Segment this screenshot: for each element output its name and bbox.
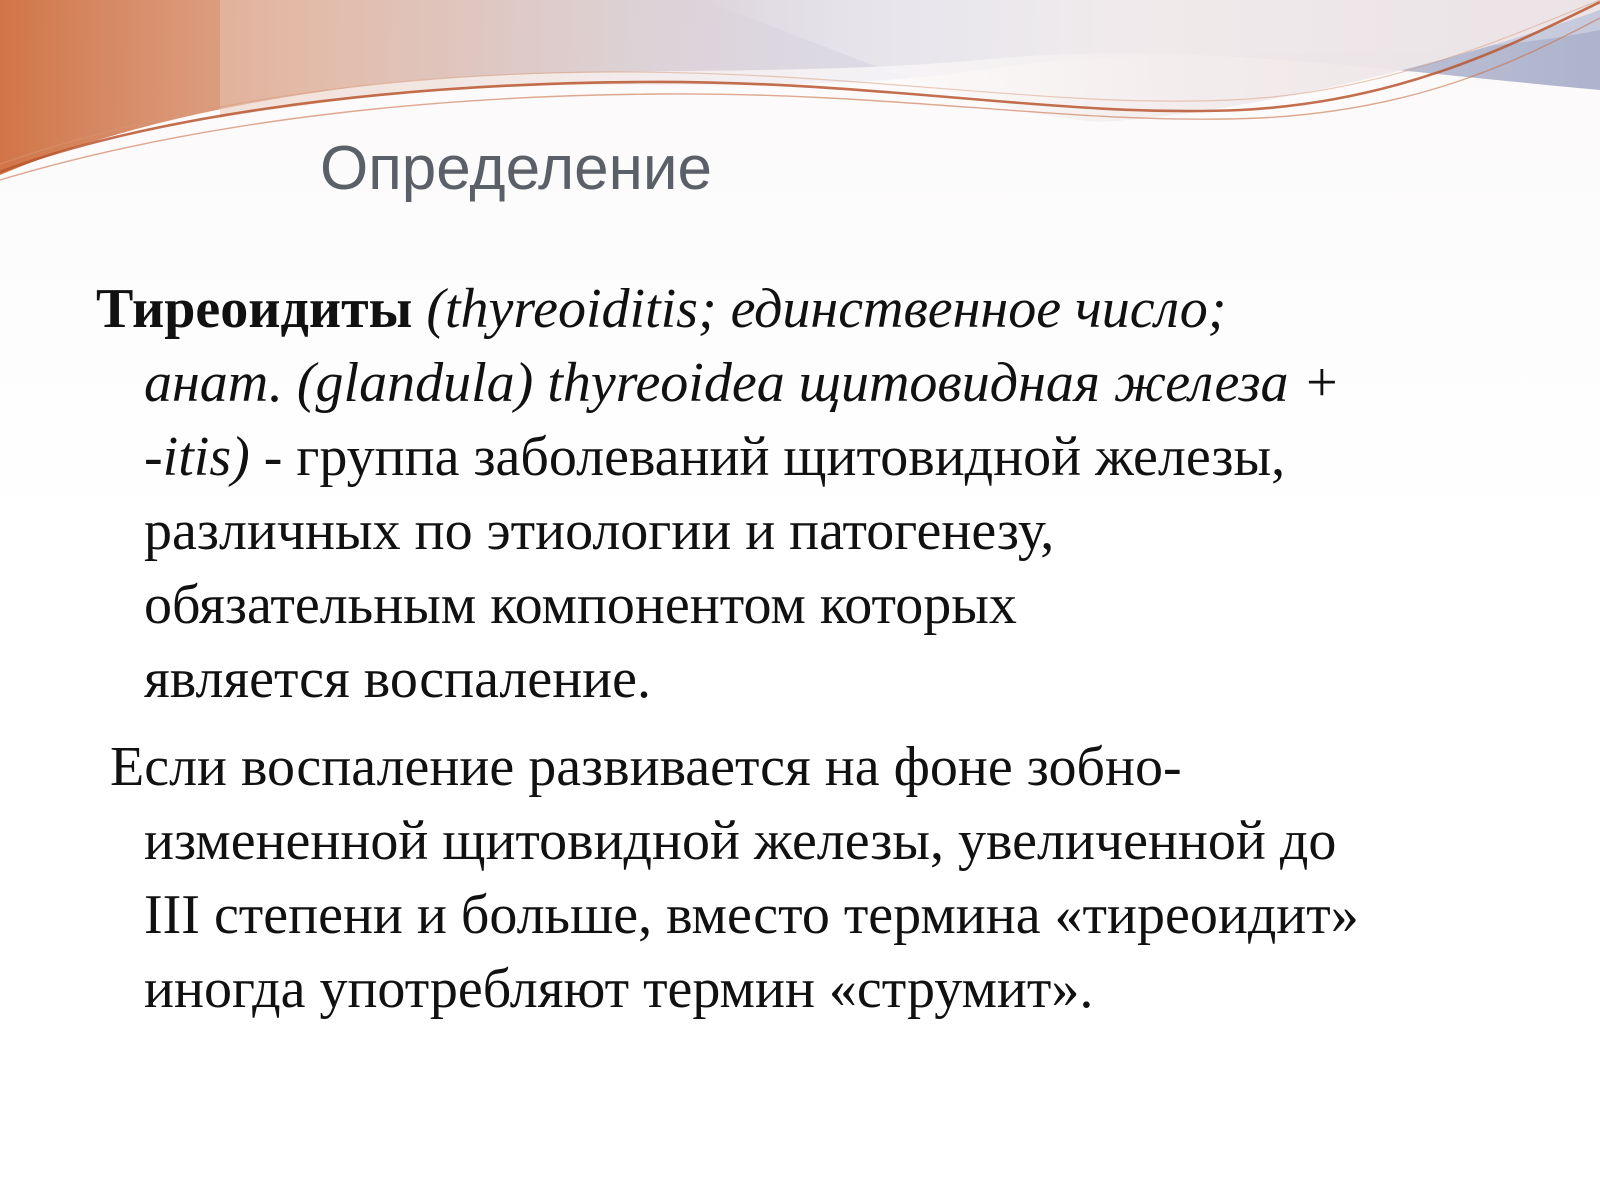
definition-text-4: различных по этиологии и патогенезу, bbox=[144, 500, 1055, 562]
etymology-text-1: (thyreoiditis; единственное число; bbox=[412, 278, 1227, 340]
definition-text-6: является воспаление. bbox=[144, 648, 652, 710]
slide-body bbox=[96, 272, 1566, 1026]
strumitis-text-1: Если воспаление развивается на фоне зобно- bbox=[110, 736, 1182, 798]
definition-text-5: обязательным компонентом которых bbox=[144, 574, 1017, 636]
term-thyroiditis: Тиреоидиты bbox=[96, 278, 413, 340]
definition-text-3: - группа заболеваний щитовидной железы, bbox=[249, 426, 1286, 488]
definition-line-1 bbox=[96, 278, 1226, 340]
slide-title: Определение bbox=[320, 134, 713, 203]
definition-paragraph bbox=[96, 272, 1566, 716]
strumitis-text-3: III степени и больше, вместо термина «тиреоидит» bbox=[144, 884, 1359, 946]
etymology-text-2: анат. (glandula) thyreoidea щитовидная железа + bbox=[144, 352, 1341, 414]
strumitis-paragraph bbox=[96, 730, 1566, 1026]
strumitis-text-2: измененной щитовидной железы, увеличенной до bbox=[144, 810, 1337, 872]
decorative-wave-background bbox=[0, 0, 1600, 230]
definition-line-3 bbox=[144, 426, 1285, 488]
etymology-text-3: -itis) bbox=[144, 426, 250, 488]
strumitis-text-4: иногда употребляют термин «струмит». bbox=[144, 958, 1094, 1020]
